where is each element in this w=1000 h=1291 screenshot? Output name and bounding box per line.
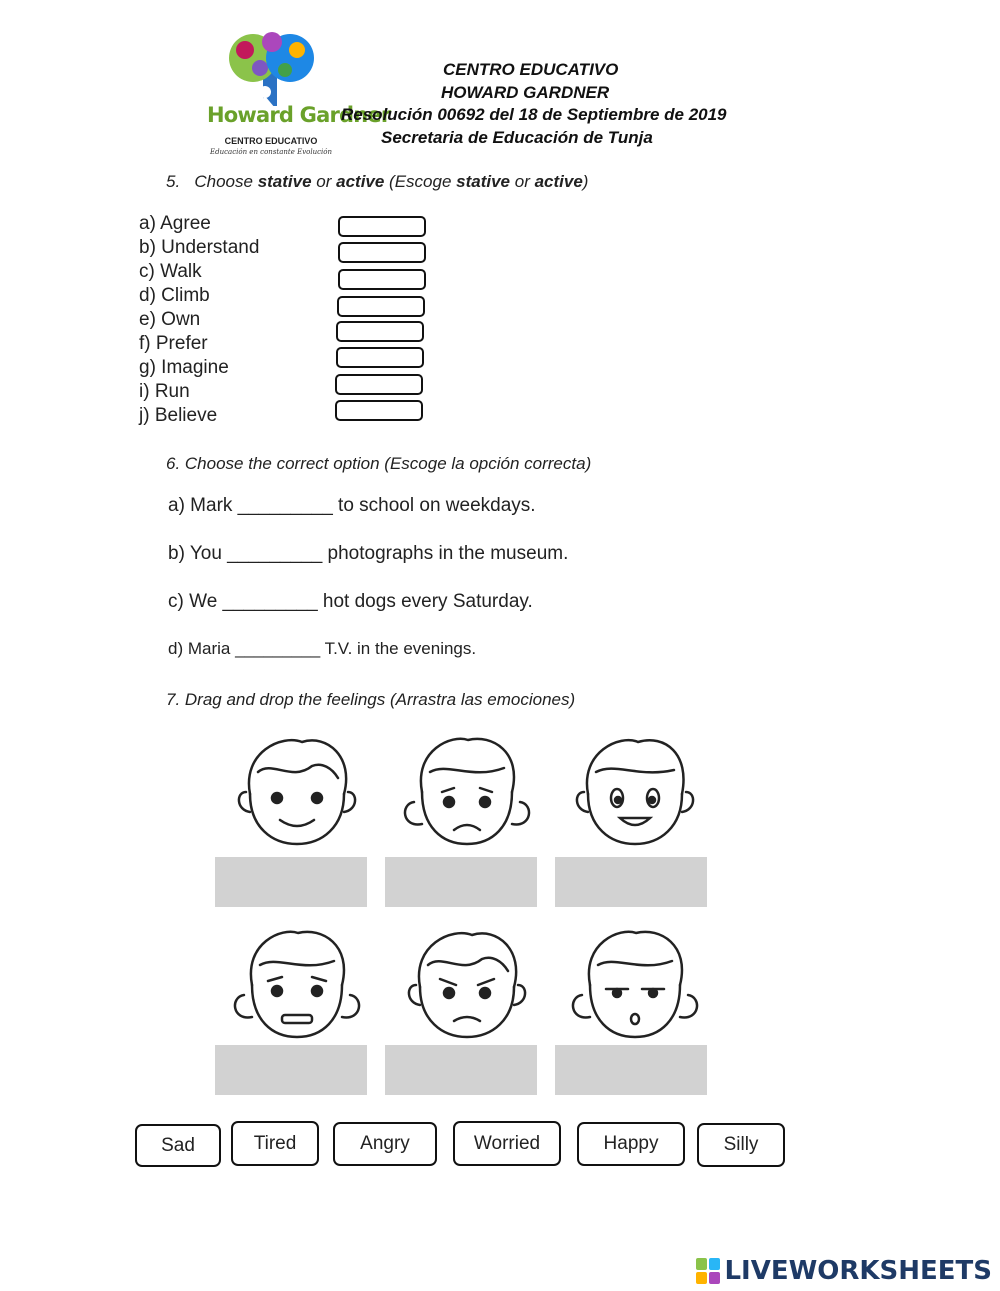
q5-answer-box-i[interactable] [335,400,423,421]
q5-item-a: a) Agree [139,213,211,234]
chip-sad[interactable]: Sad [135,1124,221,1167]
liveworksheets-logo-icon [696,1258,720,1284]
chip-angry[interactable]: Angry [333,1122,437,1166]
header-line-1: CENTRO EDUCATIVO [443,60,619,79]
question-7-title: 7. Drag and drop the feelings (Arrastra las emociones) [166,690,576,709]
drop-zone-5[interactable] [385,1045,537,1095]
q5-item-c: c) Walk [139,261,202,282]
chip-tired[interactable]: Tired [231,1121,319,1166]
q5-answer-box-g[interactable] [335,374,423,395]
q5-answer-box-d[interactable] [337,296,425,317]
drop-zone-6[interactable] [555,1045,707,1095]
chip-happy[interactable]: Happy [577,1122,685,1166]
q5-answer-box-a[interactable] [338,216,426,237]
face-tired-icon [560,925,710,1045]
q5-answer-box-c[interactable] [338,269,426,290]
chip-silly[interactable]: Silly [697,1123,785,1167]
liveworksheets-brand: LIVEWORKSHEETS [724,1256,992,1286]
logo-subtitle: CENTRO EDUCATIVO [224,136,318,146]
q5-item-i: i) Run [139,381,190,402]
question-6-title: 6. Choose the correct option (Escoge la opción correcta) [166,454,592,473]
drop-zone-4[interactable] [215,1045,367,1095]
face-angry-icon [392,925,542,1045]
header-line-4: Secretaria de Educación de Tunja [381,128,653,147]
header-line-2: HOWARD GARDNER [441,83,610,102]
face-worried-icon [222,925,372,1045]
q5-item-f: f) Prefer [139,333,208,354]
q5-answer-box-b[interactable] [338,242,426,263]
q5-item-j: j) Believe [139,405,218,426]
q6-sentence-b: b) You _________ photographs in the museum. [168,543,569,564]
face-sad-icon [392,732,542,852]
q5-item-e: e) Own [139,309,201,330]
q5-answer-box-e[interactable] [336,321,424,342]
q5-item-g: g) Imagine [139,357,229,378]
q6-sentence-c: c) We _________ hot dogs every Saturday. [168,591,533,612]
face-happy-icon [222,732,372,852]
logo-motto: Educación en constante Evolución [210,148,332,156]
drop-zone-3[interactable] [555,857,707,907]
q5-answer-box-f[interactable] [336,347,424,368]
question-5-title: 5. Choose stative or active (Escoge stative or active) [166,172,589,191]
drop-zone-1[interactable] [215,857,367,907]
q5-item-b: b) Understand [139,237,260,258]
liveworksheets-footer [696,1256,992,1286]
chip-worried[interactable]: Worried [453,1121,561,1166]
face-silly-icon [560,732,710,852]
header-line-3: Resolución 00692 del 18 de Septiembre de 2019 [341,105,727,124]
q5-item-d: d) Climb [139,285,210,306]
drop-zone-2[interactable] [385,857,537,907]
q6-sentence-a: a) Mark _________ to school on weekdays. [168,495,536,516]
q6-sentence-d: d) Maria _________ T.V. in the evenings. [168,639,477,658]
logo-brand-text: Howard Gardner [207,103,391,127]
